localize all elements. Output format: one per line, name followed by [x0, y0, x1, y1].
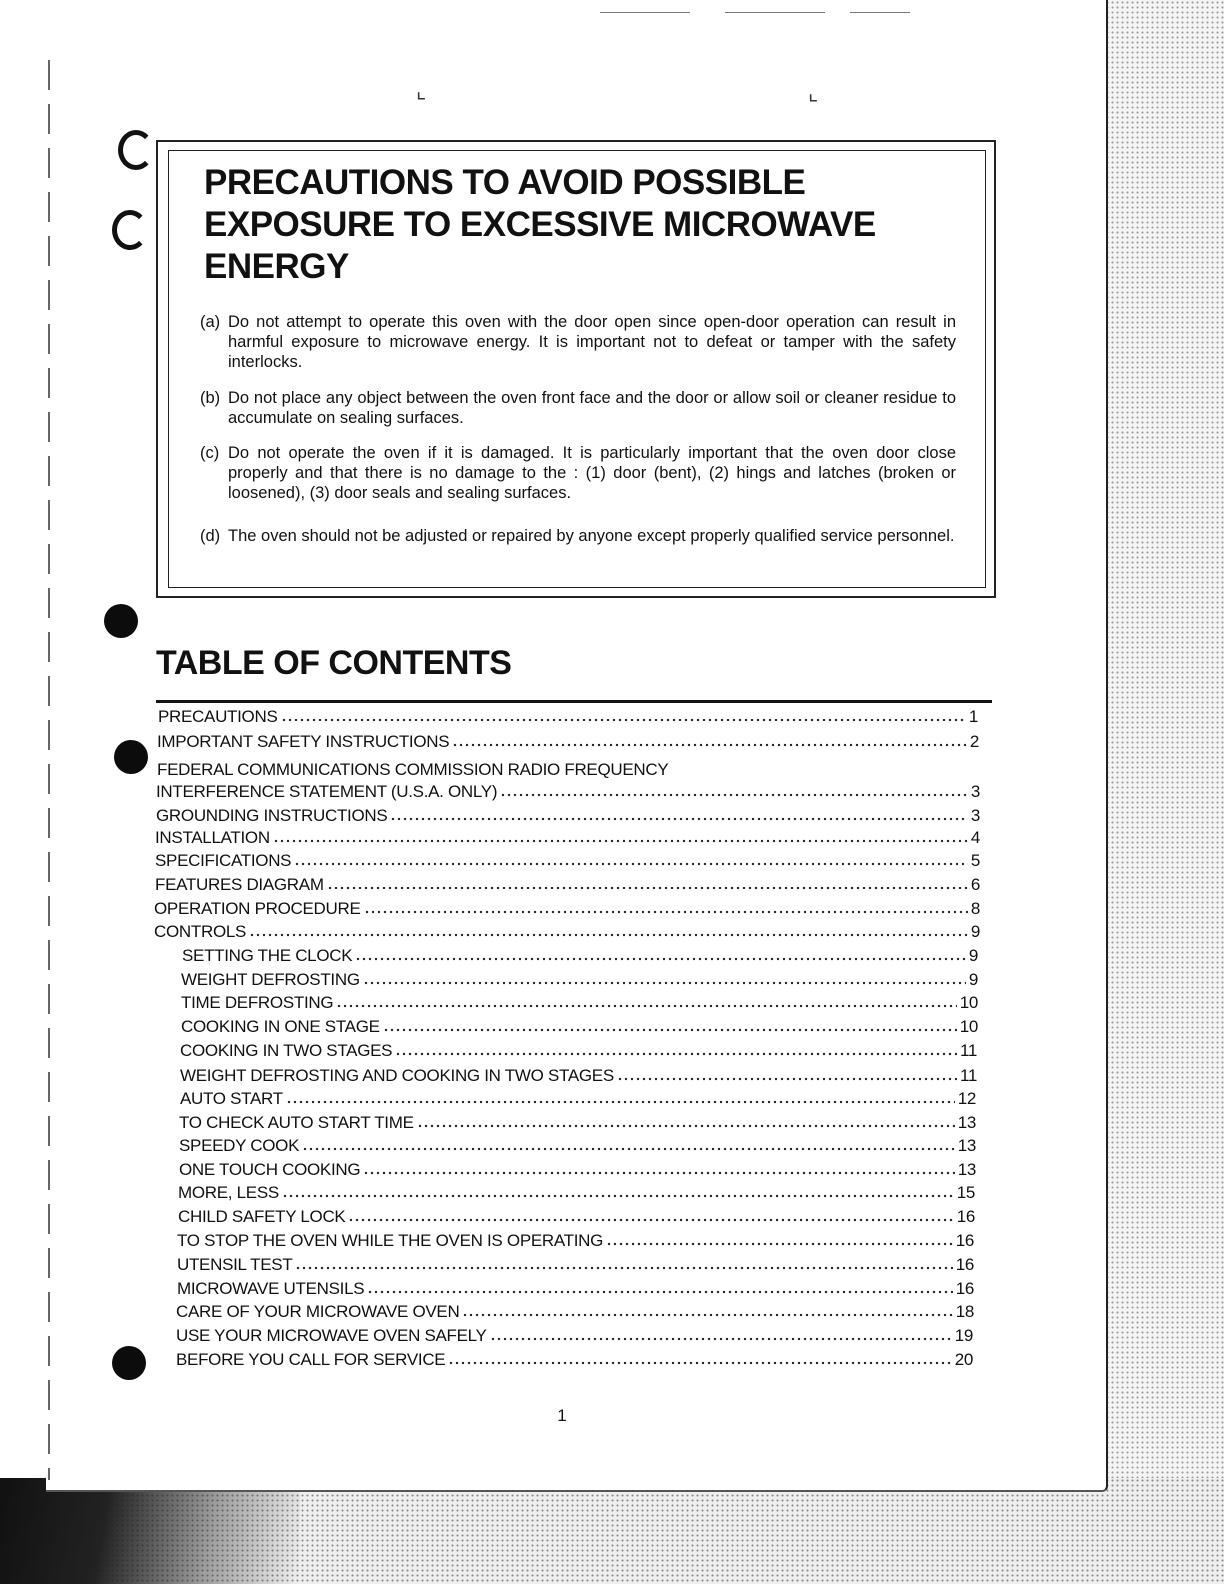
toc-leader — [363, 1171, 954, 1175]
toc-entry-title: BEFORE YOU CALL FOR SERVICE — [176, 1350, 446, 1369]
toc-entry — [156, 782, 980, 804]
toc-entry-page: 18 — [955, 1302, 974, 1321]
toc-entry-page: 16 — [955, 1231, 974, 1250]
scan-mark — [600, 12, 690, 13]
toc-leader — [462, 1313, 952, 1317]
scan-mark: ⌞ — [416, 78, 427, 103]
toc-leader — [286, 1100, 955, 1104]
toc-entry — [155, 875, 980, 897]
toc-entry — [178, 1183, 975, 1205]
toc-entry — [180, 1089, 976, 1111]
toc-entry-title: PRECAUTIONS — [158, 707, 278, 726]
toc-entry-page: 15 — [956, 1183, 975, 1202]
toc-entry-title: TO CHECK AUTO START TIME — [179, 1113, 414, 1132]
toc-leader — [417, 1124, 955, 1128]
toc-entry-page: 16 — [955, 1255, 974, 1274]
toc-leader — [367, 1290, 952, 1294]
punch-hole — [112, 1346, 146, 1380]
toc-leader — [452, 743, 967, 747]
toc-entry — [155, 828, 980, 850]
toc-entry — [179, 1160, 976, 1182]
toc-entry — [180, 1041, 977, 1063]
toc-entry-page: 11 — [959, 1041, 977, 1060]
toc-entry-page: 4 — [970, 828, 980, 847]
toc-entry-page: 5 — [970, 851, 980, 870]
toc-entry-page: 9 — [968, 970, 978, 989]
toc-entry — [182, 946, 978, 968]
toc-leader — [249, 933, 968, 937]
precaution-item — [200, 526, 956, 546]
toc-leader — [295, 1266, 952, 1270]
precaution-item — [200, 312, 956, 372]
toc-entry-title: COOKING IN ONE STAGE — [181, 1017, 380, 1036]
scan-noise-right — [1100, 0, 1224, 1584]
toc-entry-title: INSTALLATION — [155, 828, 270, 847]
toc-entry-page: 9 — [970, 922, 980, 941]
toc-entry-title: MORE, LESS — [178, 1183, 279, 1202]
precaution-text: Do not attempt to operate this oven with the door open since open-door operation can result in harmful exposure to microwave energy. It is important not to defeat or tamper with the safety interlocks. — [228, 313, 956, 371]
toc-leader — [327, 886, 968, 890]
toc-entry-title: CONTROLS — [154, 922, 247, 941]
toc-entry-title: MICROWAVE UTENSILS — [177, 1279, 365, 1298]
toc-entry-page: 10 — [959, 993, 978, 1012]
toc-entry — [176, 1350, 973, 1372]
precaution-item — [200, 443, 956, 503]
punch-hole — [104, 604, 138, 638]
toc-leader — [490, 1337, 952, 1341]
toc-entry-title: CHILD SAFETY LOCK — [178, 1207, 346, 1226]
precaution-text: Do not operate the oven if it is damaged. It is particularly important that the oven door close properly and that there is no damage to the : (1) door (bent), (2) hings and latches (broken or loosened), (3) door seals and sealing surfaces. — [228, 444, 956, 502]
toc-entry-title: FEDERAL COMMUNICATIONS COMMISSION RADIO FREQUENCY — [157, 760, 669, 779]
toc-entry-title: INTERFERENCE STATEMENT (U.S.A. ONLY) — [156, 782, 498, 801]
toc-entry-title: TIME DEFROSTING — [181, 993, 334, 1012]
toc-entry-page: 19 — [954, 1326, 973, 1345]
toc-leader — [302, 1147, 955, 1151]
page-left-edge — [48, 60, 50, 1480]
precaution-label: (d) — [200, 527, 221, 545]
toc-entry — [177, 1255, 974, 1277]
toc-entry-title: GROUNDING INSTRUCTIONS — [156, 806, 388, 825]
toc-entry-page: 8 — [970, 899, 980, 918]
precaution-label: (b) — [200, 389, 221, 407]
toc-leader — [500, 793, 968, 797]
scan-mark — [850, 12, 910, 13]
toc-title: TABLE OF CONTENTS — [156, 644, 512, 682]
punch-hole — [114, 740, 148, 774]
toc-entry-title: WEIGHT DEFROSTING AND COOKING IN TWO STAGES — [180, 1066, 614, 1085]
toc-entry-page: 11 — [959, 1066, 977, 1085]
toc-entry-title: ONE TOUCH COOKING — [179, 1160, 361, 1179]
toc-entry — [154, 899, 980, 921]
toc-entry — [155, 851, 980, 873]
toc-leader — [294, 862, 968, 866]
toc-entry-title: AUTO START — [180, 1089, 283, 1108]
toc-entry — [181, 1017, 978, 1039]
toc-leader — [273, 839, 968, 843]
toc-entry-page: 12 — [957, 1089, 976, 1108]
precautions-title-line: ENERGY — [204, 247, 349, 286]
toc-entry — [156, 806, 980, 828]
toc-entry-page: 3 — [970, 782, 980, 801]
toc-entry — [179, 1113, 976, 1135]
toc-entry — [181, 970, 978, 992]
toc-entry-page: 2 — [969, 732, 979, 751]
toc-entry-page: 3 — [970, 806, 980, 825]
toc-leader — [448, 1361, 951, 1365]
toc-leader — [281, 718, 966, 722]
toc-leader — [364, 910, 968, 914]
toc-leader — [390, 817, 967, 821]
toc-entry — [178, 1207, 975, 1229]
toc-entry — [176, 1326, 973, 1348]
page-number: 1 — [557, 1406, 567, 1425]
toc-entry-title: USE YOUR MICROWAVE OVEN SAFELY — [176, 1326, 487, 1345]
toc-entry-page: 13 — [957, 1136, 976, 1155]
toc-leader — [363, 981, 966, 985]
precautions-title-line: PRECAUTIONS TO AVOID POSSIBLE — [204, 163, 806, 202]
scan-mark — [725, 12, 825, 13]
toc-entry — [157, 732, 979, 754]
toc-entry — [157, 760, 757, 782]
toc-entry-title: SETTING THE CLOCK — [182, 946, 353, 965]
toc-entry-title: WEIGHT DEFROSTING — [181, 970, 360, 989]
toc-entry — [154, 922, 980, 944]
toc-entry-page: 9 — [968, 946, 978, 965]
binder-ring-mark — [118, 130, 154, 170]
precaution-text: Do not place any object between the oven front face and the door or allow soil or cleaner residue to accumulate on sealing surfaces. — [228, 389, 956, 427]
toc-leader — [336, 1004, 956, 1008]
toc-entry-title: SPEEDY COOK — [179, 1136, 300, 1155]
toc-rule — [156, 700, 992, 703]
toc-entry — [180, 1066, 977, 1088]
toc-entry-page: 13 — [957, 1160, 976, 1179]
toc-entry — [181, 993, 978, 1015]
toc-entry-page: 10 — [959, 1017, 978, 1036]
toc-leader — [617, 1077, 957, 1081]
toc-leader — [348, 1218, 953, 1222]
toc-entry-title: SPECIFICATIONS — [155, 851, 292, 870]
scan-mark: ⌞ — [808, 80, 819, 105]
toc-entry — [177, 1279, 974, 1301]
precaution-text: The oven should not be adjusted or repaired by anyone except properly qualified service personnel. — [228, 527, 955, 545]
toc-entry-title: TO STOP THE OVEN WHILE THE OVEN IS OPERATING — [177, 1231, 604, 1250]
toc-entry-page: 6 — [970, 875, 980, 894]
binder-ring-mark — [112, 210, 148, 250]
toc-leader — [606, 1242, 953, 1246]
toc-leader — [282, 1194, 954, 1198]
precaution-label: (a) — [200, 313, 221, 331]
toc-entry — [158, 707, 978, 729]
toc-entry-page: 20 — [954, 1350, 973, 1369]
toc-entry-page: 13 — [957, 1113, 976, 1132]
toc-leader — [383, 1028, 957, 1032]
toc-entry — [179, 1136, 976, 1158]
toc-entry — [177, 1231, 974, 1253]
toc-entry-title: IMPORTANT SAFETY INSTRUCTIONS — [157, 732, 450, 751]
toc-leader — [355, 957, 966, 961]
toc-entry-title: CARE OF YOUR MICROWAVE OVEN — [176, 1302, 460, 1321]
precautions-title — [204, 162, 964, 288]
toc-entry — [176, 1302, 974, 1324]
precaution-item — [200, 388, 956, 428]
toc-entry-title: FEATURES DIAGRAM — [155, 875, 324, 894]
toc-entry-title: COOKING IN TWO STAGES — [180, 1041, 393, 1060]
toc-entry-page: 16 — [955, 1279, 974, 1298]
precaution-label: (c) — [200, 444, 220, 462]
toc-entry-title: OPERATION PROCEDURE — [154, 899, 361, 918]
toc-entry-page: 16 — [956, 1207, 975, 1226]
precautions-title-line: EXPOSURE TO EXCESSIVE MICROWAVE — [204, 205, 876, 244]
toc-leader — [395, 1052, 957, 1056]
toc-entry-page: 1 — [968, 707, 978, 726]
toc-entry-title: UTENSIL TEST — [177, 1255, 293, 1274]
scan-shadow — [0, 1478, 300, 1584]
